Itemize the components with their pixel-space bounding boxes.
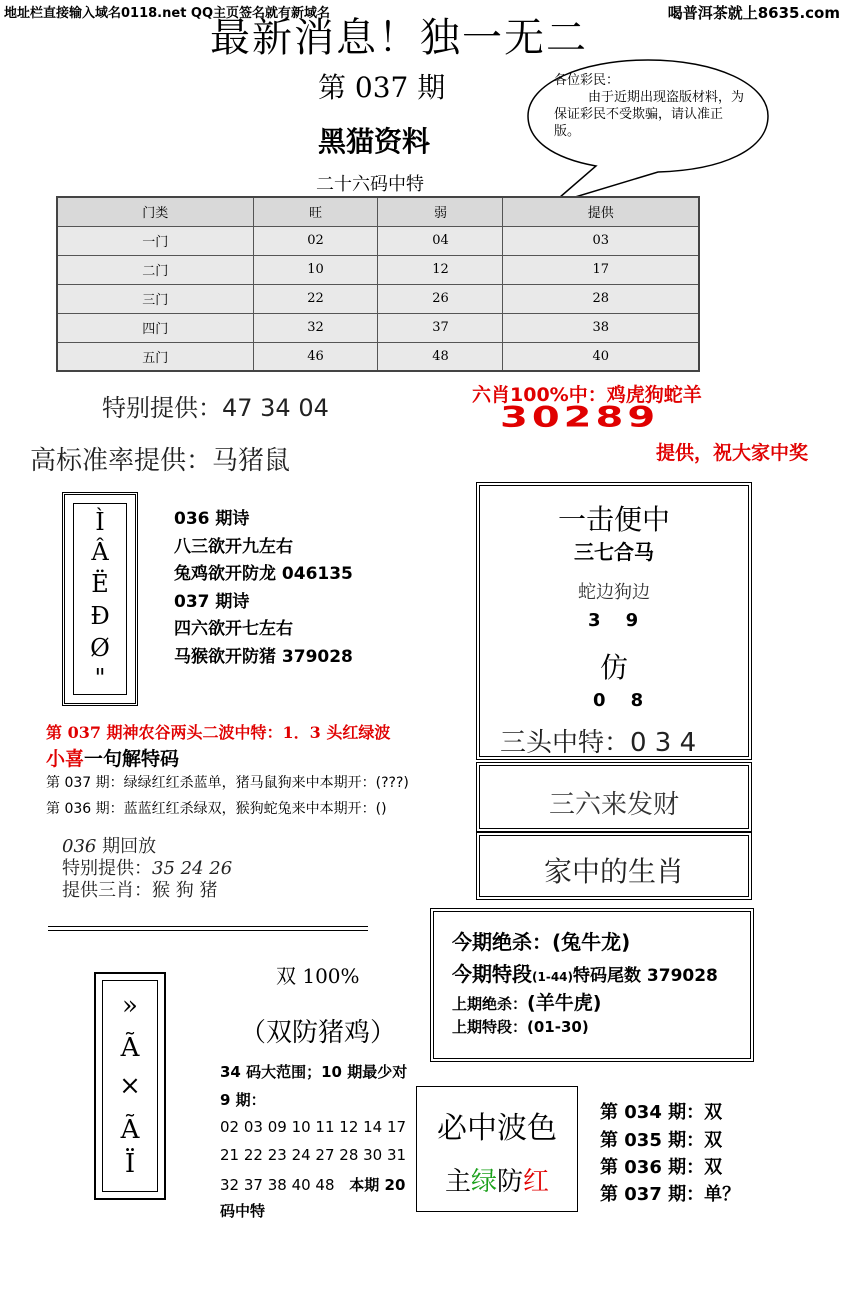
three-heads: 三头中特：0 3 4 <box>500 728 697 758</box>
table-cell: 28 <box>503 284 699 313</box>
review-special-value: 35 24 26 <box>152 858 233 879</box>
table-row <box>57 284 699 313</box>
period-line: 第 035 期：双 <box>600 1130 723 1151</box>
kill-line-range: (1-44) <box>532 970 573 984</box>
document-title: 黑猫资料 <box>318 125 431 158</box>
table-cell: 48 <box>378 342 503 371</box>
table-header: 门类 <box>57 197 253 226</box>
kill-line-tail: 特码尾数 379028 <box>573 966 718 986</box>
special-supply: 特别提供：47 34 04 <box>102 394 329 422</box>
headline: 最新消息！独一无二 <box>210 15 588 61</box>
table-cell: 46 <box>253 342 378 371</box>
table-cell: 02 <box>253 226 378 255</box>
kill-line: 今期绝杀：(兔牛龙) <box>452 930 631 954</box>
review-block <box>62 836 232 902</box>
hit-box-line: 蛇边狗边 <box>578 582 650 603</box>
kill-line <box>452 958 718 987</box>
fortune-text: 三六来发财 <box>548 790 679 820</box>
glyph: Ì <box>95 508 105 536</box>
wave-color-box <box>416 1086 578 1212</box>
xiaoxi-heading <box>46 744 179 771</box>
xiaoxi-red: 小喜 <box>46 748 85 770</box>
kill-line-label: 上期绝杀： <box>452 995 528 1013</box>
table-cell: 10 <box>253 255 378 284</box>
table-cell: 37 <box>378 313 503 342</box>
hit-box-numbers: 3 9 <box>588 610 639 631</box>
home-zodiac-box <box>476 832 752 900</box>
shennong-line: 第 037 期神农谷两头二波中特：1．3 头红绿波 <box>46 723 391 742</box>
history-line: 第 036 期：蓝蓝红红杀绿双，猴狗蛇兔来中本期开：() <box>46 801 387 817</box>
kill-line-value: (羊牛虎) <box>527 992 602 1014</box>
table-cell: 38 <box>503 313 699 342</box>
number-line-last: 码中特 <box>220 1202 266 1220</box>
notice-bubble <box>526 58 770 206</box>
table-row <box>57 313 699 342</box>
wave-main <box>417 1161 577 1198</box>
poem-line: 马猴欲开防猪 379028 <box>174 646 353 667</box>
big-number: 30289 <box>500 402 660 435</box>
review-three-value: 猴 狗 猪 <box>152 880 218 901</box>
glyph: » <box>122 991 138 1021</box>
review-issue-number: 036 <box>62 836 97 857</box>
review-special-label: 特别提供： <box>62 858 152 879</box>
six-zodiac-banner: 六肖100%中：鸡虎狗蛇羊 <box>472 384 702 406</box>
poem-line: 四六欲开七左右 <box>174 619 293 639</box>
fortune-box <box>476 762 752 832</box>
period-line: 第 037 期：单？ <box>600 1184 741 1205</box>
table-header: 旺 <box>253 197 378 226</box>
number-line: 02 03 09 10 11 12 14 17 <box>220 1118 407 1136</box>
table-cell: 04 <box>378 226 503 255</box>
glyph: Ã <box>120 1115 140 1145</box>
poem-line: 兔鸡欲开防龙 046135 <box>174 564 353 584</box>
kill-line: 上期特段：(01-30) <box>452 1018 589 1036</box>
history-line: 第 037 期：绿绿红红杀蓝单，猪马鼠狗来中本期开：(???) <box>46 775 409 791</box>
doors-table <box>56 196 700 372</box>
table-cell: 40 <box>503 342 699 371</box>
hit-box-line: 三七合马 <box>574 540 654 564</box>
hit-box-middle: 仿 <box>599 651 628 684</box>
table-cell: 26 <box>378 284 503 313</box>
table-cell: 一门 <box>57 226 253 255</box>
table-cell: 22 <box>253 284 378 313</box>
table-cell: 五门 <box>57 342 253 371</box>
glyph: × <box>119 1071 141 1101</box>
kill-line-label: 今期特段 <box>452 962 532 986</box>
high-accuracy-supply: 高标准率提供：马猪鼠 <box>30 446 291 476</box>
glyph: Ã <box>120 1033 140 1063</box>
table-cell: 12 <box>378 255 503 284</box>
glyph: Â <box>91 538 109 566</box>
table-cell: 32 <box>253 313 378 342</box>
kill-box <box>430 908 754 1062</box>
kill-line <box>452 988 601 1015</box>
even-100: 双 100% <box>276 964 360 988</box>
number-line-tail: 本期 20 <box>349 1176 406 1194</box>
glyph: " <box>94 664 106 692</box>
table-cell: 三门 <box>57 284 253 313</box>
wave-red: 红 <box>523 1167 550 1197</box>
poem-line: 037 期诗 <box>174 591 250 612</box>
table-header: 弱 <box>378 197 503 226</box>
wave-guard-label: 防 <box>497 1167 524 1197</box>
hit-box <box>476 482 752 760</box>
glyph: Ë <box>91 570 109 598</box>
poem-line: 八三欲开九左右 <box>174 536 293 557</box>
xiaoxi-black: 一句解特码 <box>84 748 180 770</box>
number-line-values: 32 37 38 40 48 <box>220 1176 335 1194</box>
period-line: 第 034 期：双 <box>600 1102 723 1123</box>
wave-green: 绿 <box>470 1167 497 1197</box>
table-cell: 17 <box>503 255 699 284</box>
number-line: 21 22 23 24 27 28 30 31 <box>220 1146 407 1164</box>
divider <box>48 930 368 931</box>
subtitle: 二十六码中特 <box>316 174 424 195</box>
divider <box>48 926 368 927</box>
table-cell: 03 <box>503 226 699 255</box>
home-zodiac-text: 家中的生肖 <box>543 855 684 888</box>
poems <box>174 506 353 671</box>
wave-title: 必中波色 <box>437 1111 557 1146</box>
table-row <box>57 342 699 371</box>
review-issue-label: 期回放 <box>102 836 157 857</box>
table-cell: 二门 <box>57 255 253 284</box>
review-three-label: 提供三肖： <box>62 880 152 901</box>
table-row <box>57 226 699 255</box>
glyph: Ø <box>90 634 110 662</box>
hit-box-title: 一击便中 <box>557 503 670 536</box>
number-line <box>220 1174 405 1195</box>
vertical-glyph-box <box>94 972 166 1200</box>
glyph: Ï <box>124 1149 136 1179</box>
bubble-message: 由于近期出现盗版材料，为保证彩民不受欺骗，请认准正版。 <box>554 90 745 139</box>
top-right-notice: 喝普洱茶就上8635.com <box>667 4 840 22</box>
table-header: 提供 <box>503 197 699 226</box>
wish-text: 提供，祝大家中奖 <box>656 442 809 464</box>
issue-number: 第 037 期 <box>318 71 446 104</box>
top-left-notice: 地址栏直接输入域名0118.net QQ主页签名就有新域名 <box>4 6 331 21</box>
glyph: Ð <box>90 602 110 630</box>
period-line: 第 036 期：双 <box>600 1157 723 1178</box>
range-title: 34 码大范围；10 期最少对 9 期： <box>220 1063 408 1109</box>
table-header-row <box>57 197 699 226</box>
hit-box-numbers: 0 8 <box>593 690 644 711</box>
table-cell: 四门 <box>57 313 253 342</box>
bubble-greeting: 各位彩民： <box>554 73 620 88</box>
vertical-glyph-box <box>62 492 138 706</box>
table-row <box>57 255 699 284</box>
guard-text: （双防猪鸡） <box>240 1018 397 1048</box>
poem-line: 036 期诗 <box>174 509 250 529</box>
wave-main-label: 主 <box>444 1167 471 1197</box>
